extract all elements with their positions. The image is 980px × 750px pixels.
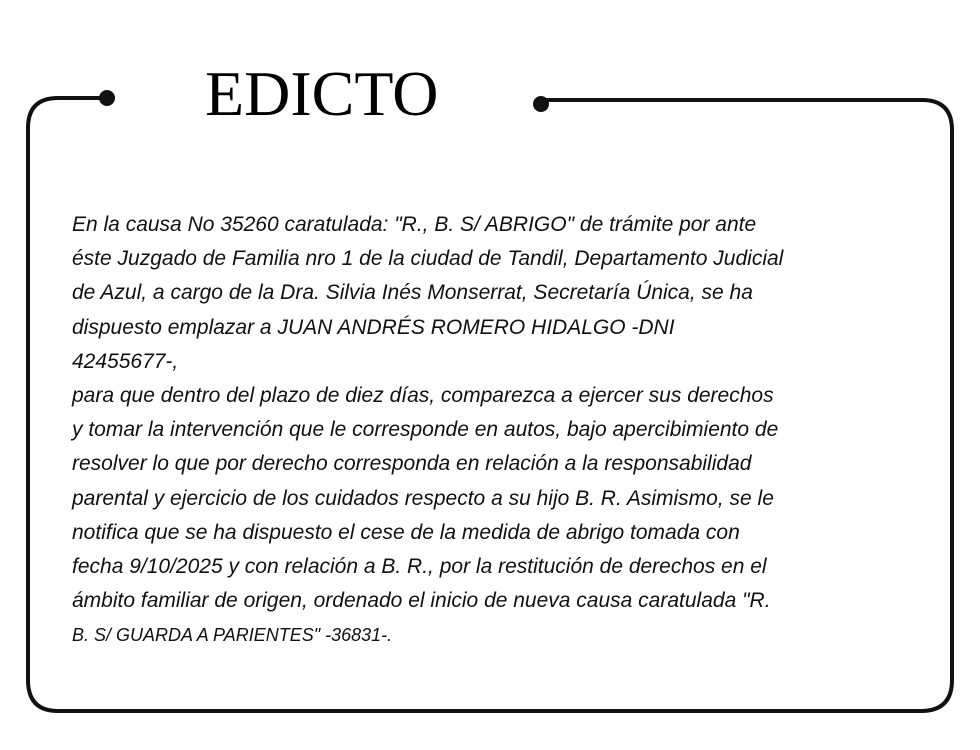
body-line: resolver lo que por derecho corresponda en relación a la responsabilidad [72,452,752,476]
body-line: parental y ejercicio de los cuidados respecto a su hijo B. R. Asimismo, se le [72,486,774,510]
body-line: éste Juzgado de Familia nro 1 de la ciudad de Tandil, Departamento Judicial [72,247,784,271]
body-line: B. S/ GUARDA A PARIENTES" -36831-. [72,625,393,646]
body-line: 42455677-, [72,349,179,373]
edict-body [72,208,912,653]
border-right-dot [533,96,549,112]
body-line: ámbito familiar de origen, ordenado el inicio de nueva causa caratulada "R. [72,589,771,613]
body-line: de Azul, a cargo de la Dra. Silvia Inés Monserrat, Secretaría Única, se ha [72,281,753,305]
body-line: En la causa No 35260 caratulada: "R., B. S/ ABRIGO" de trámite por ante [72,213,757,236]
body-line: para que dentro del plazo de diez días, comparezca a ejercer sus derechos [72,384,774,408]
border-left-dot [99,90,115,106]
body-line: dispuesto emplazar a JUAN ANDRÉS ROMERO HIDALGO -DNI [72,315,675,339]
body-line: notifica que se ha dispuesto el cese de la medida de abrigo tomada con [72,520,740,544]
body-line: y tomar la intervención que le corresponde en autos, bajo apercibimiento de [72,418,779,442]
edict-title: EDICTO [205,58,439,129]
body-line: fecha 9/10/2025 y con relación a B. R., por la restitución de derechos en el [72,555,767,579]
